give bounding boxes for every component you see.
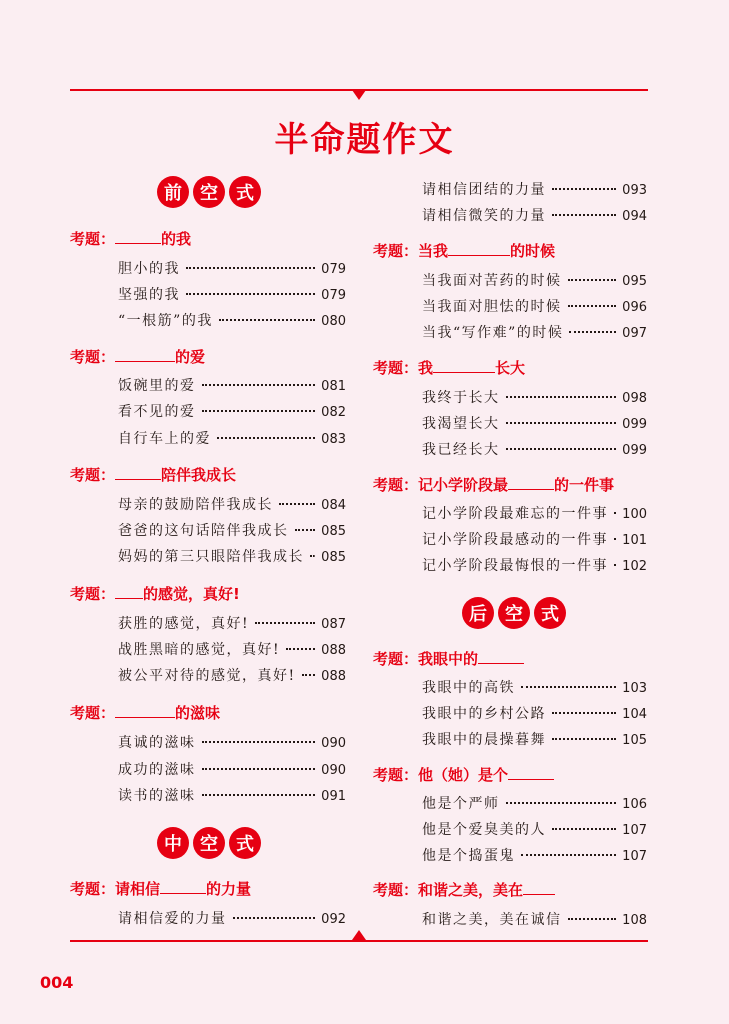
topic-prefix: 考题： — [70, 230, 116, 248]
leader-dots — [552, 712, 616, 714]
entry-page: 082 — [321, 405, 346, 420]
topic-text-after: 的感觉，真好! — [143, 585, 240, 603]
topic-heading — [373, 240, 555, 261]
toc-entry[interactable] — [118, 310, 346, 330]
entry-page: 083 — [321, 432, 346, 447]
toc-entry[interactable] — [118, 401, 346, 421]
topic-prefix: 考题： — [373, 359, 419, 377]
entry-title: 我已经长大 — [422, 442, 500, 458]
entry-title: 胆小的我 — [118, 261, 180, 277]
entry-page: 105 — [622, 733, 647, 748]
topic-text-after: 的滋味 — [175, 704, 221, 722]
entry-page: 094 — [622, 209, 647, 224]
toc-entry[interactable] — [118, 908, 346, 928]
toc-entry[interactable] — [422, 729, 647, 749]
topic-prefix: 考题： — [70, 585, 116, 603]
section-char: 空 — [193, 176, 225, 208]
entry-page: 106 — [622, 797, 647, 812]
entry-title: 记小学阶段最感动的一件事 — [422, 532, 608, 548]
topic-heading — [373, 357, 525, 378]
leader-dots — [295, 529, 316, 531]
leader-dots — [279, 503, 315, 505]
section-front — [157, 176, 261, 208]
toc-entry[interactable] — [118, 546, 346, 566]
toc-entry[interactable] — [422, 205, 647, 225]
leader-dots — [186, 267, 315, 269]
leader-dots — [506, 802, 617, 804]
leader-dots — [568, 918, 617, 920]
topic-blank — [448, 241, 510, 256]
toc-entry[interactable] — [118, 494, 346, 514]
topic-heading — [70, 878, 251, 899]
toc-entry[interactable] — [118, 665, 346, 685]
toc-entry[interactable] — [118, 520, 346, 540]
topic-blank — [115, 584, 143, 599]
top-rule-marker — [352, 90, 366, 100]
leader-dots — [217, 437, 315, 439]
entry-title: 妈妈的第三只眼陪伴我成长 — [118, 549, 304, 565]
entry-title: 记小学阶段最悔恨的一件事 — [422, 558, 608, 574]
entry-page: 095 — [622, 274, 647, 289]
entry-page: 092 — [321, 912, 346, 927]
entry-title: 坚强的我 — [118, 287, 180, 303]
entry-page: 102 — [622, 559, 647, 574]
topic-blank — [508, 765, 554, 780]
entry-title: 自行车上的爱 — [118, 431, 211, 447]
page-number: 004 — [40, 973, 74, 992]
toc-entry[interactable] — [118, 785, 346, 805]
topic-blank — [115, 465, 161, 480]
entry-page: 081 — [321, 379, 346, 394]
topic-text-after: 陪伴我成长 — [161, 466, 237, 484]
toc-entry[interactable] — [422, 387, 647, 407]
leader-dots — [506, 448, 617, 450]
entry-page: 101 — [622, 533, 647, 548]
leader-dots — [506, 396, 617, 398]
toc-entry[interactable] — [118, 375, 346, 395]
entry-title: 爸爸的这句话陪伴我成长 — [118, 523, 289, 539]
leader-dots — [255, 622, 315, 624]
entry-title: 读书的滋味 — [118, 788, 196, 804]
section-char: 式 — [229, 827, 261, 859]
leader-dots — [310, 555, 315, 557]
toc-entry[interactable] — [422, 270, 647, 290]
entry-title: 我渴望长大 — [422, 416, 500, 432]
topic-text-before: 请相信 — [115, 880, 161, 898]
topic-prefix: 考题： — [373, 650, 419, 668]
entry-title: 请相信团结的力量 — [422, 182, 546, 198]
toc-entry[interactable] — [118, 759, 346, 779]
toc-entry[interactable] — [422, 503, 647, 523]
toc-entry[interactable] — [422, 439, 647, 459]
section-char: 式 — [534, 597, 566, 629]
entry-page: 090 — [321, 763, 346, 778]
entry-title: 真诚的滋味 — [118, 735, 196, 751]
entry-title: 获胜的感觉，真好! — [118, 616, 250, 632]
toc-entry[interactable] — [422, 413, 647, 433]
entry-title: 他是个爱臭美的人 — [422, 822, 546, 838]
entry-page: 085 — [321, 550, 346, 565]
leader-dots — [569, 331, 616, 333]
leader-dots — [202, 794, 316, 796]
section-char: 前 — [157, 176, 189, 208]
topic-blank — [433, 358, 495, 373]
topic-text-after: 的爱 — [175, 348, 206, 366]
topic-blank — [523, 880, 555, 895]
leader-dots — [302, 674, 316, 676]
entry-title: 当我面对胆怯的时候 — [422, 299, 562, 315]
topic-prefix: 考题： — [373, 881, 419, 899]
topic-heading — [373, 648, 524, 669]
entry-title: 和谐之美，美在诚信 — [422, 912, 562, 928]
toc-entry[interactable] — [118, 428, 346, 448]
entry-title: 他是个捣蛋鬼 — [422, 848, 515, 864]
entry-title: 请相信爱的力量 — [118, 911, 227, 927]
entry-page: 108 — [622, 913, 647, 928]
section-char: 中 — [157, 827, 189, 859]
toc-entry[interactable] — [422, 909, 647, 929]
leader-dots — [506, 422, 617, 424]
entry-title: 请相信微笑的力量 — [422, 208, 546, 224]
entry-page: 104 — [622, 707, 647, 722]
topic-blank — [115, 229, 161, 244]
leader-dots — [202, 384, 316, 386]
section-back — [462, 597, 566, 629]
entry-page: 103 — [622, 681, 647, 696]
entry-page: 099 — [622, 417, 647, 432]
toc-entry[interactable] — [422, 322, 647, 342]
entry-page: 100 — [622, 507, 647, 522]
entry-title: 看不见的爱 — [118, 404, 196, 420]
toc-entry[interactable] — [422, 555, 647, 575]
entry-page: 080 — [321, 314, 346, 329]
leader-dots — [521, 854, 616, 856]
topic-heading — [70, 228, 191, 249]
leader-dots — [552, 828, 616, 830]
bottom-rule-marker — [352, 930, 366, 940]
section-char: 式 — [229, 176, 261, 208]
topic-heading — [70, 346, 205, 367]
entry-title: 成功的滋味 — [118, 762, 196, 778]
entry-title: 被公平对待的感觉，真好! — [118, 668, 296, 684]
leader-dots — [219, 319, 315, 321]
toc-entry[interactable] — [118, 639, 346, 659]
topic-heading — [373, 879, 555, 900]
leader-dots — [552, 214, 616, 216]
topic-text-after: 的我 — [161, 230, 192, 248]
topic-text-after: 的力量 — [206, 880, 252, 898]
topic-heading — [70, 464, 236, 485]
entry-title: 当我面对苦药的时候 — [422, 273, 562, 289]
entry-page: 079 — [321, 262, 346, 277]
topic-blank — [508, 475, 554, 490]
section-char: 空 — [498, 597, 530, 629]
section-char: 后 — [462, 597, 494, 629]
entry-title: 我眼中的晨操暮舞 — [422, 732, 546, 748]
entry-page: 107 — [622, 849, 647, 864]
entry-page: 096 — [622, 300, 647, 315]
leader-dots — [186, 293, 315, 295]
topic-prefix: 考题： — [70, 466, 116, 484]
topic-prefix: 考题： — [373, 476, 419, 494]
entry-title: 我终于长大 — [422, 390, 500, 406]
leader-dots — [568, 305, 617, 307]
entry-page: 087 — [321, 617, 346, 632]
topic-prefix: 考题： — [70, 348, 116, 366]
leader-dots — [202, 768, 316, 770]
leader-dots — [552, 188, 616, 190]
bottom-rule — [70, 940, 648, 942]
topic-prefix: 考题： — [70, 880, 116, 898]
entry-title: 母亲的鼓励陪伴我成长 — [118, 497, 273, 513]
entry-title: 战胜黑暗的感觉，真好! — [118, 642, 281, 658]
topic-blank — [115, 703, 175, 718]
topic-heading — [70, 583, 240, 604]
entry-title: 我眼中的乡村公路 — [422, 706, 546, 722]
entry-title: 我眼中的高铁 — [422, 680, 515, 696]
entry-page: 090 — [321, 736, 346, 751]
toc-entry[interactable] — [422, 179, 647, 199]
entry-page: 084 — [321, 498, 346, 513]
topic-text-before: 他（她）是个 — [418, 766, 509, 784]
toc-entry[interactable] — [118, 732, 346, 752]
leader-dots — [286, 648, 315, 650]
toc-entry[interactable] — [118, 613, 346, 633]
leader-dots — [552, 738, 616, 740]
entry-page: 097 — [622, 326, 647, 341]
topic-text-before: 我眼中的 — [418, 650, 479, 668]
topic-prefix: 考题： — [373, 766, 419, 784]
entry-title: “一根筋”的我 — [118, 313, 213, 329]
leader-dots — [614, 512, 616, 514]
topic-text-after: 的时候 — [510, 242, 556, 260]
topic-blank — [160, 879, 206, 894]
leader-dots — [202, 410, 316, 412]
leader-dots — [614, 564, 616, 566]
topic-heading — [70, 702, 220, 723]
entry-page: 088 — [321, 643, 346, 658]
toc-entry[interactable] — [422, 793, 647, 813]
toc-entry[interactable] — [422, 703, 647, 723]
entry-page: 098 — [622, 391, 647, 406]
entry-title: 饭碗里的爱 — [118, 378, 196, 394]
entry-title: 当我“写作难”的时候 — [422, 325, 564, 341]
topic-prefix: 考题： — [70, 704, 116, 722]
toc-entry[interactable] — [422, 677, 647, 697]
entry-page: 079 — [321, 288, 346, 303]
page-title: 半命题作文 — [274, 120, 455, 160]
topic-text-before: 当我 — [418, 242, 449, 260]
toc-entry[interactable] — [422, 845, 647, 865]
topic-blank — [115, 347, 175, 362]
toc-entry[interactable] — [422, 529, 647, 549]
entry-title: 记小学阶段最难忘的一件事 — [422, 506, 608, 522]
leader-dots — [233, 917, 316, 919]
toc-entry[interactable] — [422, 296, 647, 316]
section-middle — [157, 827, 261, 859]
topic-blank — [478, 649, 524, 664]
leader-dots — [568, 279, 617, 281]
entry-page: 099 — [622, 443, 647, 458]
topic-text-after: 的一件事 — [554, 476, 615, 494]
entry-page: 107 — [622, 823, 647, 838]
topic-text-before: 我 — [418, 359, 434, 377]
entry-page: 085 — [321, 524, 346, 539]
section-char: 空 — [193, 827, 225, 859]
entry-page: 088 — [321, 669, 346, 684]
leader-dots — [614, 538, 616, 540]
topic-text-before: 记小学阶段最 — [418, 476, 509, 494]
toc-entry[interactable] — [422, 819, 647, 839]
toc-entry[interactable] — [118, 258, 346, 278]
entry-title: 他是个严师 — [422, 796, 500, 812]
leader-dots — [202, 741, 316, 743]
entry-page: 093 — [622, 183, 647, 198]
topic-heading — [373, 474, 614, 495]
toc-entry[interactable] — [118, 284, 346, 304]
topic-prefix: 考题： — [373, 242, 419, 260]
entry-page: 091 — [321, 789, 346, 804]
topic-text-before: 和谐之美，美在 — [418, 881, 524, 899]
topic-heading — [373, 764, 554, 785]
topic-text-after: 长大 — [495, 359, 526, 377]
leader-dots — [521, 686, 616, 688]
